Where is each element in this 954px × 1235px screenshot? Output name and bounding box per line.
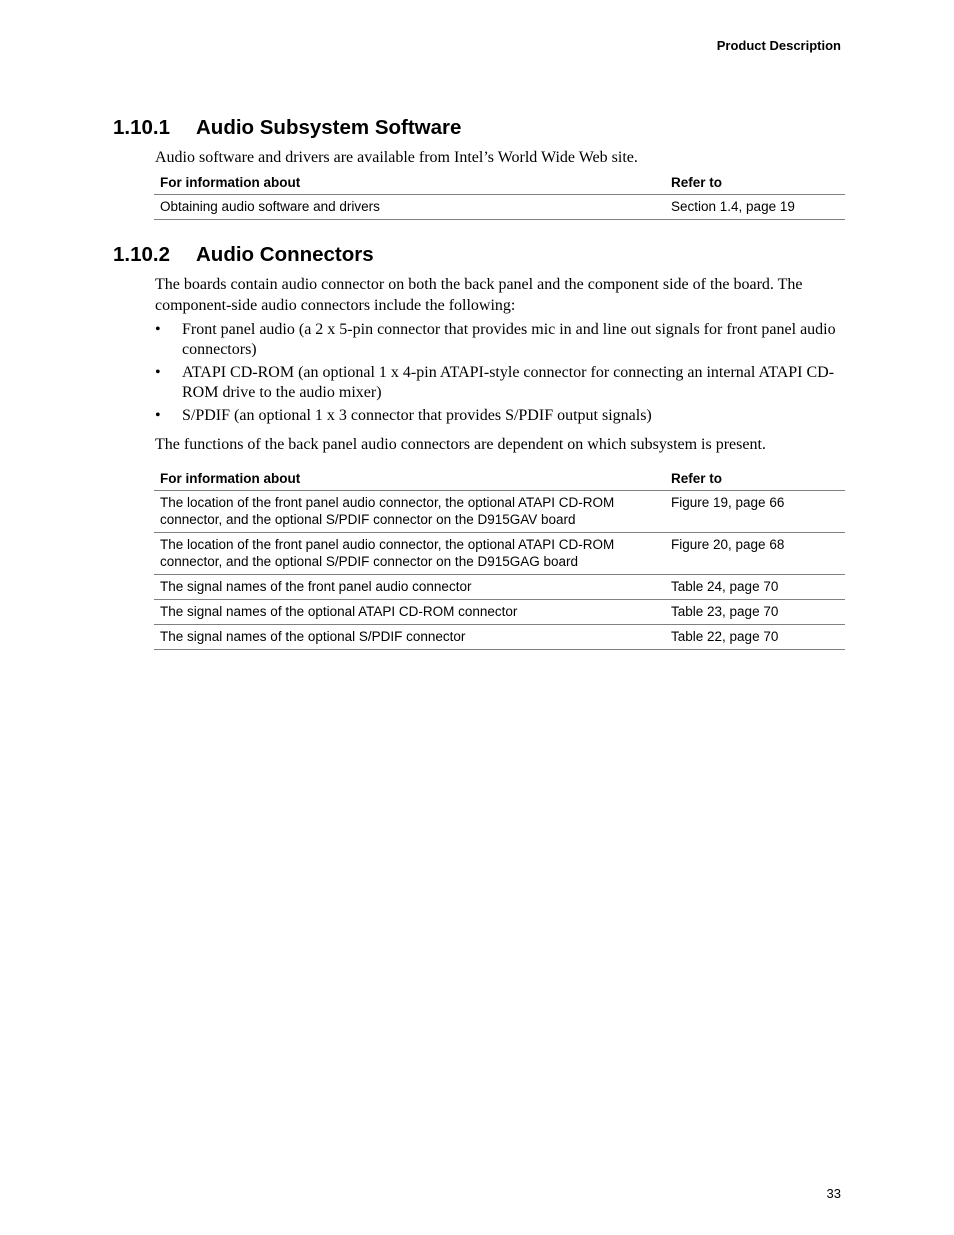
table-cell: Figure 20, page 68 bbox=[665, 533, 845, 575]
table-row bbox=[154, 491, 845, 533]
section-paragraph: Audio software and drivers are available from Intel’s World Wide Web site. bbox=[155, 149, 638, 166]
reference-table-software bbox=[154, 171, 845, 220]
table-cell: The signal names of the front panel audio connector bbox=[154, 575, 665, 600]
table-row bbox=[154, 600, 845, 625]
table-header-cell: For information about bbox=[154, 171, 665, 195]
section-paragraph: The functions of the back panel audio connectors are dependent on which subsystem is present. bbox=[155, 436, 766, 453]
table-header-cell: Refer to bbox=[665, 171, 845, 195]
bullet-icon: • bbox=[155, 364, 161, 381]
table-row bbox=[154, 575, 845, 600]
list-item bbox=[155, 320, 850, 360]
page-number: 33 bbox=[826, 1186, 841, 1201]
table-cell: Figure 19, page 66 bbox=[665, 491, 845, 533]
running-header: Product Description bbox=[716, 38, 841, 53]
table-cell: The location of the front panel audio connector, the optional ATAPI CD-ROM connector, and the optional S/PDIF connector on the D915GAG board bbox=[154, 533, 665, 575]
table-row bbox=[154, 195, 845, 220]
list-item bbox=[155, 406, 850, 426]
table-cell: The location of the front panel audio connector, the optional ATAPI CD-ROM connector, and the optional S/PDIF connector on the D915GAV board bbox=[154, 491, 665, 533]
table-header-cell: Refer to bbox=[665, 467, 845, 491]
table-cell: The signal names of the optional ATAPI CD-ROM connector bbox=[154, 600, 665, 625]
list-item bbox=[155, 363, 850, 403]
section-heading-audio-connectors bbox=[113, 243, 374, 267]
table-cell: Table 22, page 70 bbox=[665, 625, 845, 650]
table-cell: Table 23, page 70 bbox=[665, 600, 845, 625]
section-heading-audio-software bbox=[113, 116, 461, 140]
list-item-text: Front panel audio (a 2 x 5-pin connector that provides mic in and line out signals for front panel audio connectors) bbox=[182, 321, 836, 358]
list-item-text: ATAPI CD-ROM (an optional 1 x 4-pin ATAPI-style connector for connecting an internal ATAPI CD-ROM drive to the audio mixer) bbox=[182, 364, 835, 401]
table-cell: Table 24, page 70 bbox=[665, 575, 845, 600]
section-number: 1.10.2 bbox=[113, 243, 170, 266]
section-title: Audio Subsystem Software bbox=[196, 116, 462, 139]
list-item-text: S/PDIF (an optional 1 x 3 connector that provides S/PDIF output signals) bbox=[182, 407, 652, 424]
bullet-icon: • bbox=[155, 407, 161, 424]
bullet-icon: • bbox=[155, 321, 161, 338]
reference-table-connectors bbox=[154, 467, 845, 650]
table-header-cell: For information about bbox=[154, 467, 665, 491]
table-cell: The signal names of the optional S/PDIF connector bbox=[154, 625, 665, 650]
table-cell: Obtaining audio software and drivers bbox=[154, 195, 665, 220]
section-paragraph: The boards contain audio connector on both the back panel and the component side of the board. The component-side audio connectors include the following: bbox=[155, 276, 803, 314]
table-row bbox=[154, 533, 845, 575]
connector-bullet-list bbox=[155, 320, 850, 429]
table-header-row bbox=[154, 467, 845, 491]
section-title: Audio Connectors bbox=[196, 243, 374, 266]
table-row bbox=[154, 625, 845, 650]
table-cell: Section 1.4, page 19 bbox=[665, 195, 845, 220]
table-header-row bbox=[154, 171, 845, 195]
section-number: 1.10.1 bbox=[113, 116, 170, 139]
